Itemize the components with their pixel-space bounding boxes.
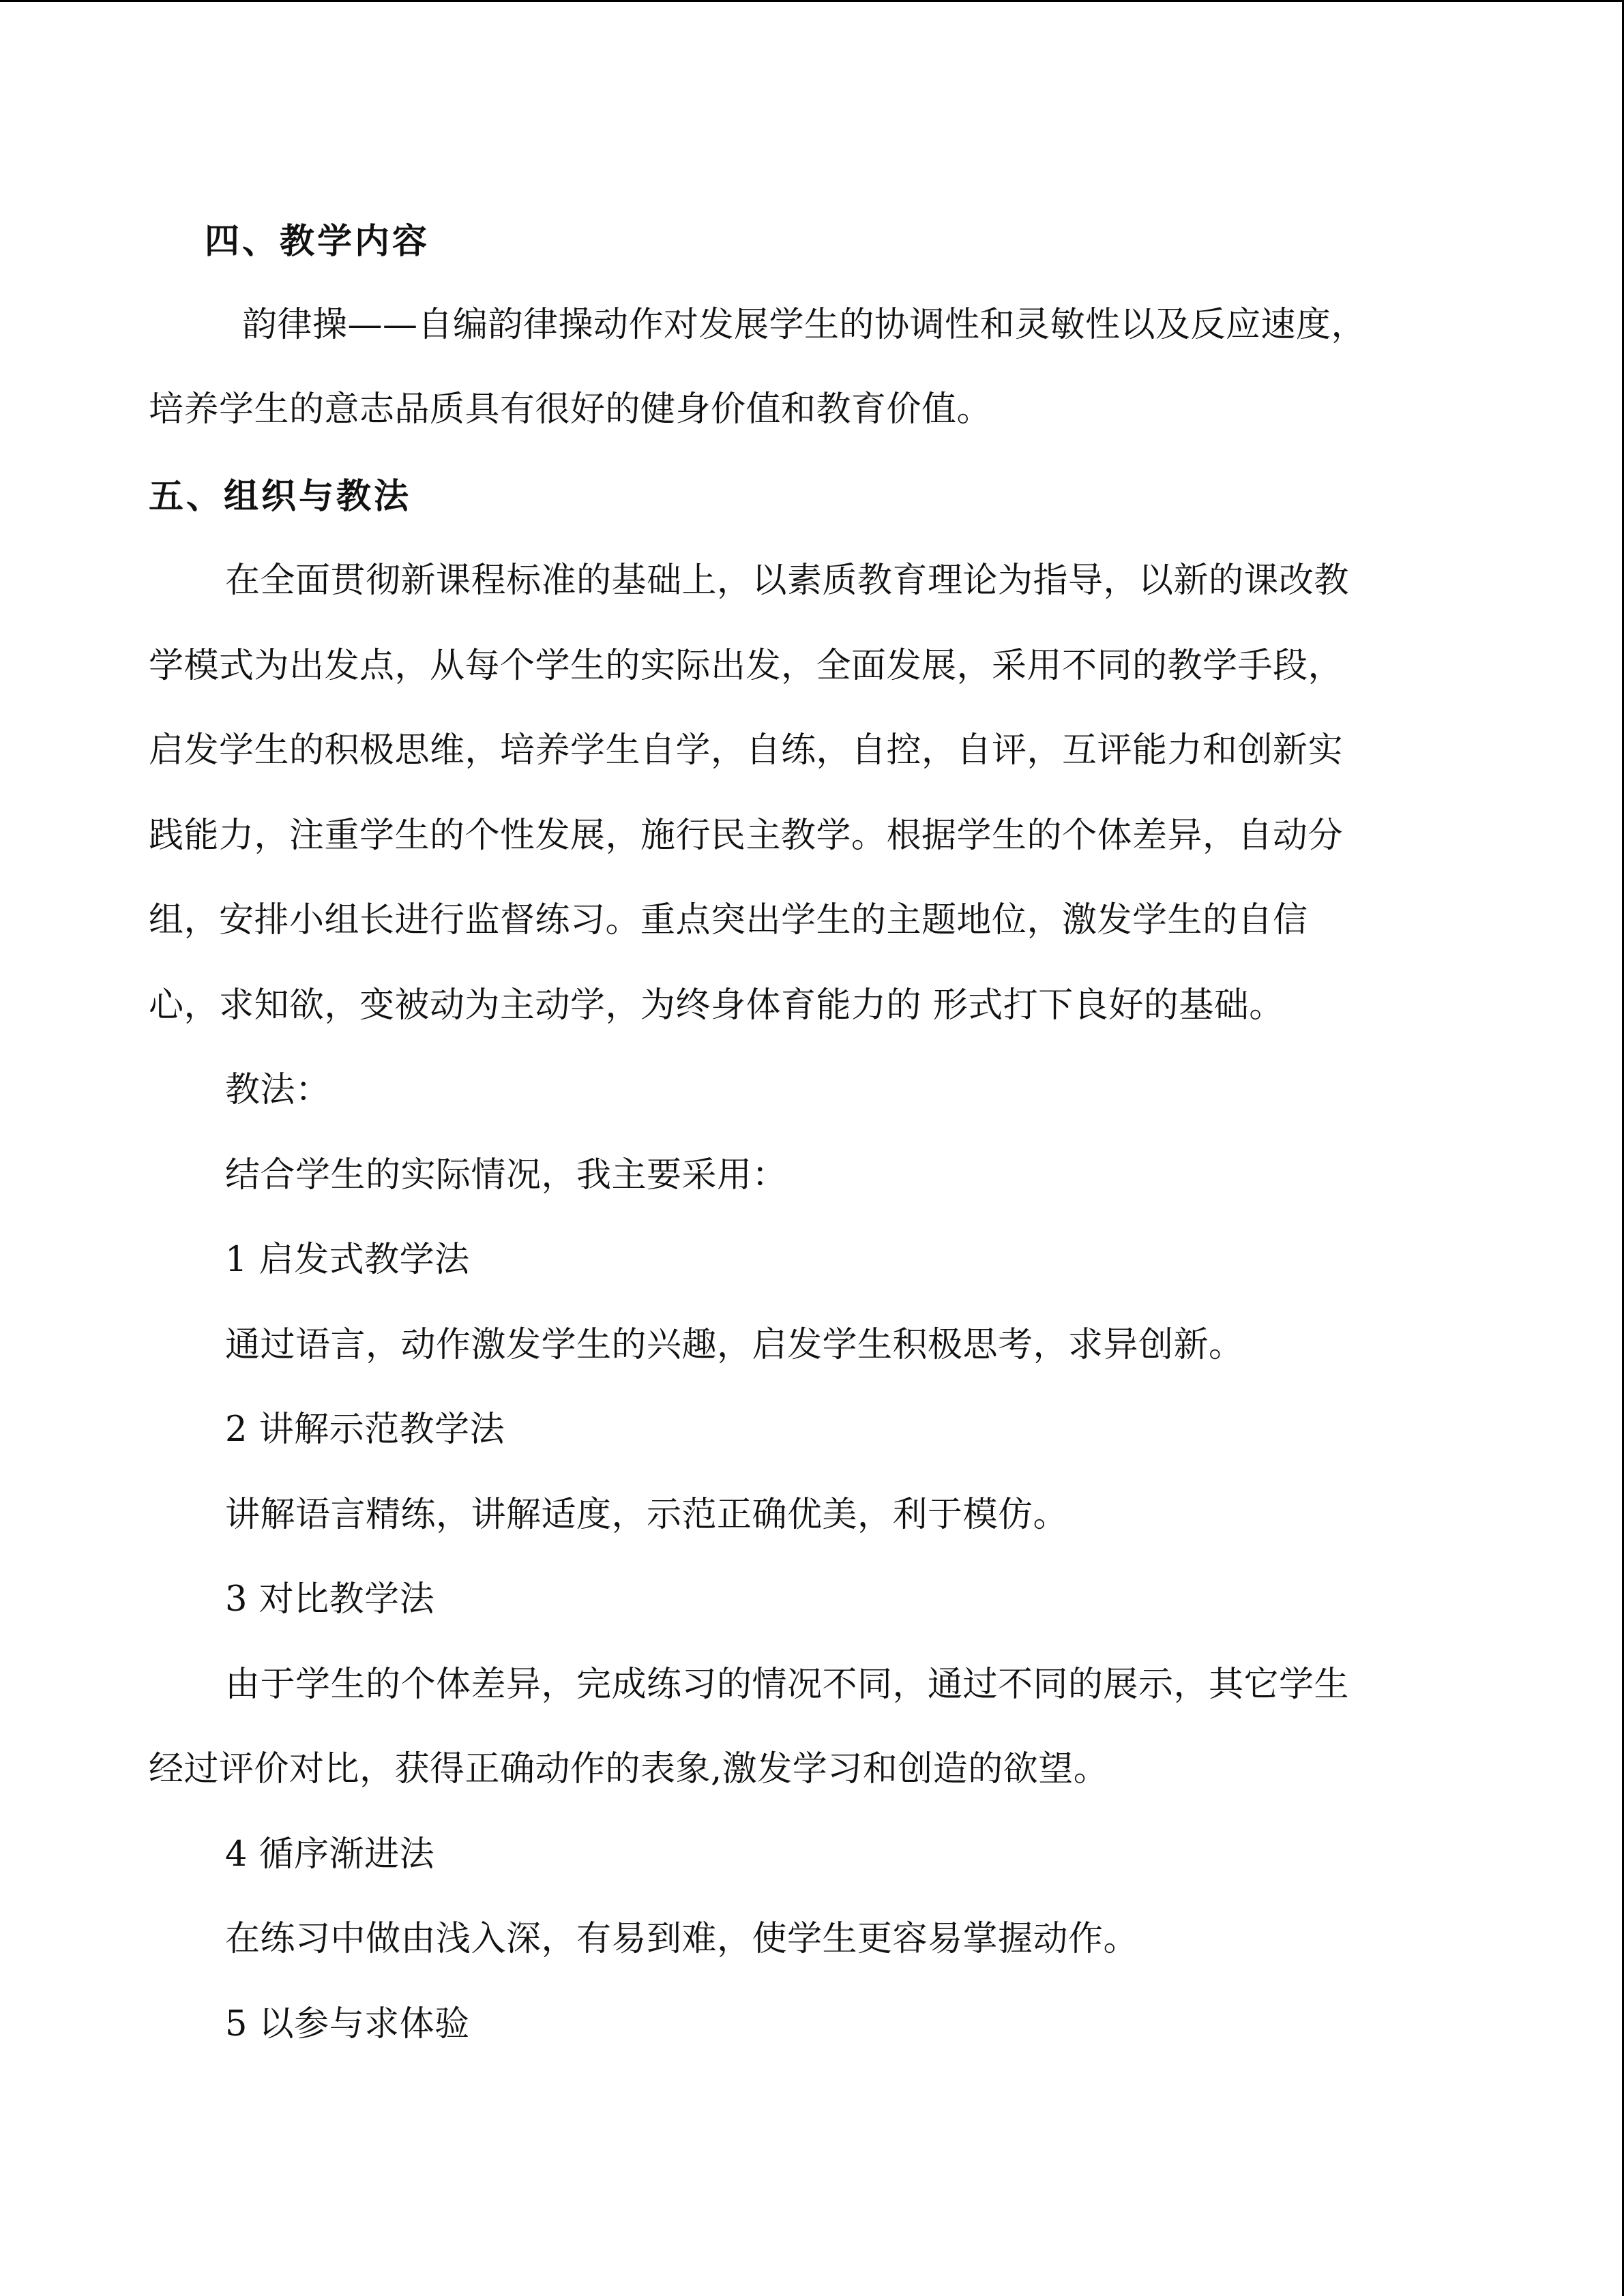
method-description: 讲解语言精练，讲解适度，示范正确优美，利于模仿。	[225, 1495, 1069, 1535]
paragraph-line: 培养学生的意志品质具有很好的健身价值和教育价值。	[149, 389, 992, 430]
section-heading-organization: 五、组织与教法	[149, 476, 412, 517]
method-description: 由于学生的个体差异，完成练习的情况不同，通过不同的展示，其它学生	[225, 1665, 1350, 1705]
method-title: 3 对比教学法	[225, 1579, 435, 1620]
paragraph-line: 启发学生的积极思维，培养学生自学，自练，自控，自评，互评能力和创新实	[149, 730, 1344, 771]
method-description: 在练习中做由浅入深，有易到难，使学生更容易掌握动作。	[225, 1919, 1139, 1959]
method-title: 1 启发式教学法	[225, 1240, 470, 1280]
paragraph-line: 组，安排小组长进行监督练习。重点突出学生的主题地位，激发学生的自信	[149, 900, 1308, 940]
paragraph-line: 教法：	[225, 1070, 331, 1110]
method-title: 4 循序渐进法	[225, 1834, 435, 1875]
paragraph-line: 在全面贯彻新课程标准的基础上，以素质教育理论为指导，以新的课改教	[225, 561, 1350, 601]
method-description: 经过评价对比，获得正确动作的表象,激发学习和创造的欲望。	[149, 1749, 1109, 1789]
paragraph-line: 结合学生的实际情况，我主要采用：	[225, 1155, 788, 1195]
method-title: 5 以参与求体验	[225, 2004, 470, 2044]
paragraph-line: 践能力，注重学生的个性发展，施行民主教学。根据学生的个体差异，自动分	[149, 816, 1344, 856]
method-title: 2 讲解示范教学法	[225, 1410, 505, 1450]
section-heading-content: 四、教学内容	[205, 221, 430, 262]
paragraph-line: 学模式为出发点，从每个学生的实际出发，全面发展，采用不同的教学手段，	[149, 646, 1344, 686]
paragraph-line: 韵律操——自编韵律操动作对发展学生的协调性和灵敏性以及反应速度，	[242, 305, 1367, 345]
method-description: 通过语言，动作激发学生的兴趣，启发学生积极思考，求异创新。	[225, 1325, 1244, 1365]
paragraph-line: 心，求知欲，变被动为主动学，为终身体育能力的 形式打下良好的基础。	[149, 985, 1284, 1026]
